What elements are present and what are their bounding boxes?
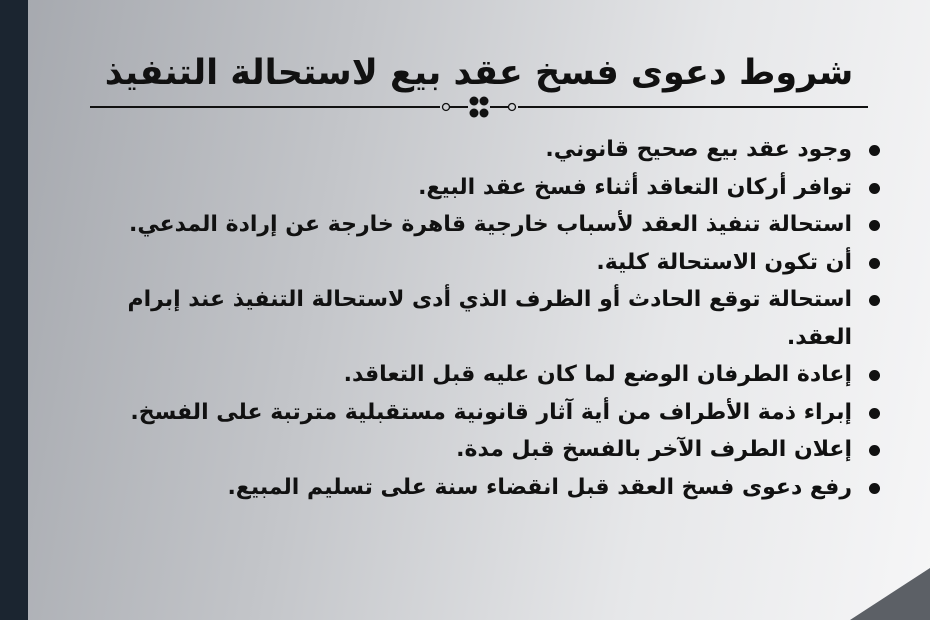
list-item bbox=[62, 469, 882, 507]
list-item-text: إعلان الطرف الآخر بالفسخ قبل مدة. bbox=[456, 437, 852, 462]
page-title: شروط دعوى فسخ عقد بيع لاستحالة التنفيذ bbox=[104, 53, 854, 94]
ornament-divider-icon bbox=[90, 96, 868, 118]
list-item bbox=[62, 431, 882, 469]
list-item bbox=[62, 281, 882, 356]
conditions-list bbox=[62, 131, 882, 506]
list-item-text: إعادة الطرفان الوضع لما كان عليه قبل التعاقد. bbox=[343, 362, 852, 387]
corner-decoration bbox=[850, 568, 930, 620]
left-sidebar-bar bbox=[0, 0, 28, 620]
list-item bbox=[62, 206, 882, 244]
list-item bbox=[62, 394, 882, 432]
bullet-icon bbox=[869, 258, 880, 269]
bullet-icon bbox=[869, 370, 880, 381]
list-item bbox=[62, 356, 882, 394]
list-item-text: إبراء ذمة الأطراف من أية آثار قانونية مستقبلية مترتبة على الفسخ. bbox=[130, 399, 852, 425]
bullet-icon bbox=[869, 408, 880, 419]
list-item bbox=[62, 244, 882, 282]
bullet-icon bbox=[869, 183, 880, 194]
list-item-text: استحالة توقع الحادث أو الظرف الذي أدى لاستحالة التنفيذ عند إبرام العقد. bbox=[127, 287, 852, 350]
list-item-text: أن تكون الاستحالة كلية. bbox=[596, 249, 852, 275]
list-item-text: وجود عقد بيع صحيح قانوني. bbox=[545, 137, 852, 162]
bullet-icon bbox=[869, 445, 880, 456]
list-item-text: توافر أركان التعاقد أثناء فسخ عقد البيع. bbox=[418, 174, 852, 200]
list-item bbox=[62, 131, 882, 169]
bullet-icon bbox=[869, 220, 880, 231]
bullet-icon bbox=[869, 295, 880, 306]
list-item bbox=[62, 169, 882, 207]
list-item-text: رفع دعوى فسخ العقد قبل انقضاء سنة على تسليم المبيع. bbox=[227, 474, 852, 500]
bullet-icon bbox=[869, 145, 880, 156]
bullet-icon bbox=[869, 483, 880, 494]
list-item-text: استحالة تنفيذ العقد لأسباب خارجية قاهرة خارجة عن إرادة المدعي. bbox=[129, 212, 852, 237]
